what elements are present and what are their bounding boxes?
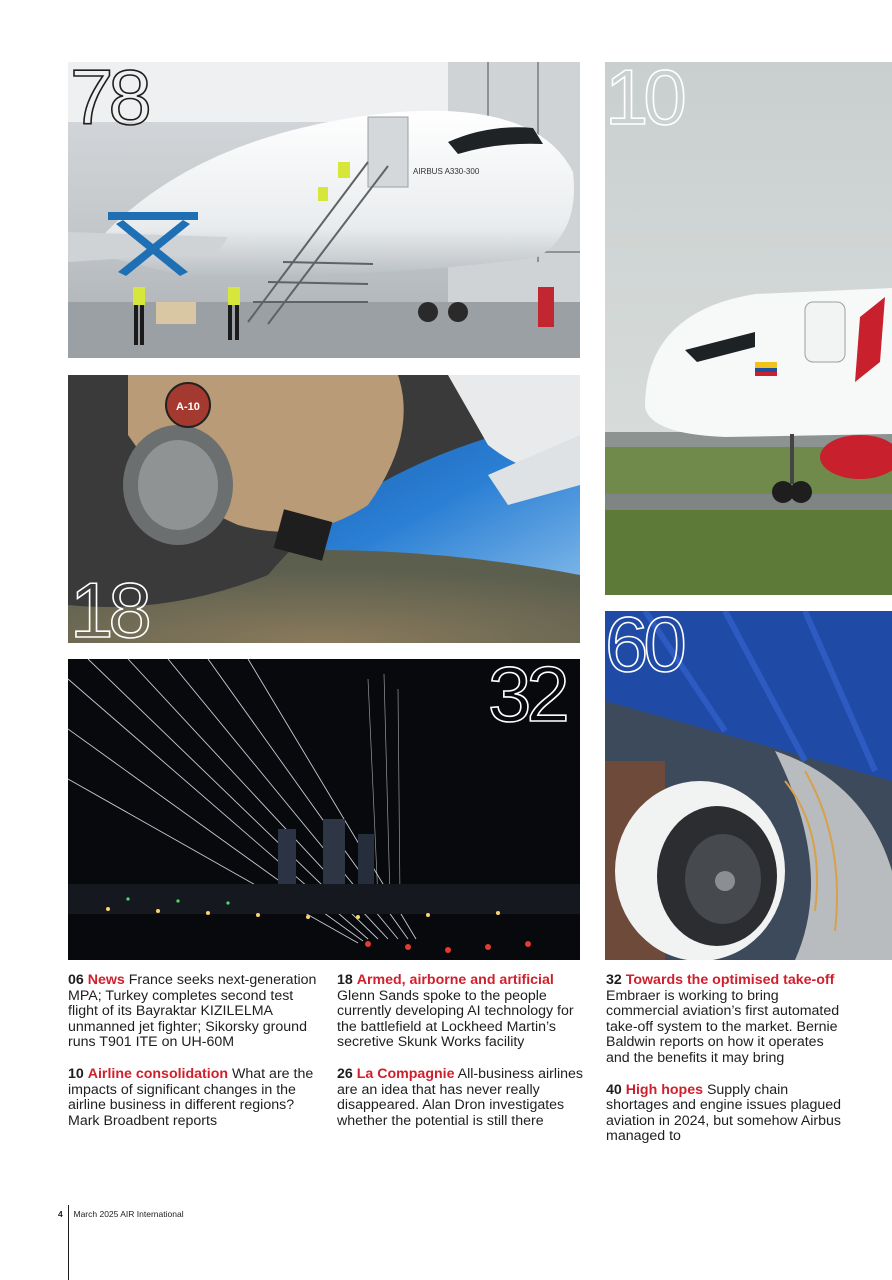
entry-description: What are the impacts of significant changes in the airline business in different regions? Mark Broadbent reports <box>68 1065 314 1129</box>
entry-description: All-business airlines are an idea that has never really disappeared. Alan Dron investigates whether the potential is still there <box>337 1065 584 1129</box>
a10-patch-text: A-10 <box>176 401 200 413</box>
contents-column-3 <box>606 973 846 1161</box>
photo-a330-hangar <box>68 62 580 358</box>
contents-entry-airline-consolidation[interactable] <box>68 1067 318 1129</box>
page-number-32: 32 <box>488 659 565 738</box>
footer-page-number: 4 <box>58 1209 63 1219</box>
entry-description: France seeks next-generation MPA; Turkey completes second test flight of its Bayraktar KIZILELMA unmanned jet fighter; Sikorsky ground runs T901 ITE on UH-60M <box>68 972 317 1051</box>
contents-entry-armed-airborne[interactable] <box>337 973 587 1051</box>
page-footer <box>58 1209 184 1219</box>
page-number-78: 78 <box>70 62 147 141</box>
contents-entry-news[interactable] <box>68 973 318 1051</box>
entry-title: News <box>87 972 125 988</box>
entry-page-number: 06 <box>68 972 84 988</box>
entry-page-number: 32 <box>606 972 622 988</box>
contents-entry-optimised-takeoff[interactable] <box>606 973 846 1067</box>
entry-description: Supply chain shortages and engine issues plagued aviation in 2024, but somehow Airbus managed to <box>606 1081 842 1145</box>
contents-column-2 <box>337 973 587 1145</box>
entry-title: La Compagnie <box>356 1065 455 1082</box>
page-number-60: 60 <box>605 611 682 688</box>
contents-entry-la-compagnie[interactable] <box>337 1067 587 1129</box>
entry-title: High hopes <box>625 1081 703 1098</box>
photo-a320-taxiway <box>605 62 892 595</box>
entry-page-number: 18 <box>337 972 353 988</box>
page-number-18: 18 <box>70 566 147 643</box>
entry-description: Embraer is working to bring commercial aviation’s first automated take-off system to the market. Bernie Baldwin reports on how it operates and the benefits it may bring <box>606 987 840 1066</box>
photo-a320-graphic <box>605 62 892 595</box>
photo-night-airport <box>68 659 580 960</box>
footer-issue: March 2025 AIR International <box>73 1209 184 1219</box>
contents-entry-high-hopes[interactable] <box>606 1083 846 1145</box>
entry-description: Glenn Sands spoke to the people currently developing AI technology for the battlefield at Lockheed Martin’s secretive Skunk Works facility <box>337 987 574 1051</box>
entry-page-number: 26 <box>337 1065 353 1082</box>
entry-title: Airline consolidation <box>87 1065 229 1082</box>
entry-page-number: 10 <box>68 1065 84 1082</box>
fuselage-lettering: AIRBUS A330-300 <box>413 167 480 176</box>
contents-column-1 <box>68 973 318 1145</box>
entry-title: Armed, airborne and artificial <box>356 972 554 988</box>
page-number-10: 10 <box>605 62 682 141</box>
entry-page-number: 40 <box>606 1081 622 1098</box>
photo-engine-hangar <box>605 611 892 960</box>
entry-title: Towards the optimised take-off <box>625 972 835 988</box>
photo-a10-pilot <box>68 375 580 643</box>
